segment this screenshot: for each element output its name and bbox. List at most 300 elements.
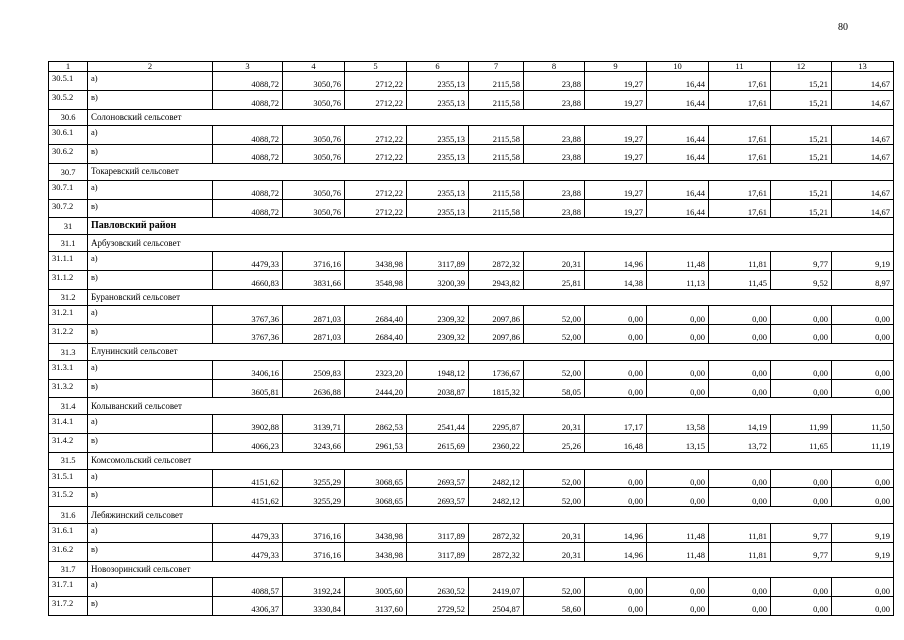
row-label: а) <box>88 469 213 488</box>
value-cell: 3117,89 <box>407 251 469 270</box>
value-cell: 17,61 <box>709 145 771 164</box>
value-cell: 0,00 <box>832 306 894 325</box>
column-number-13: 13 <box>832 62 894 72</box>
table-row <box>49 90 894 109</box>
value-cell: 2097,86 <box>469 306 524 325</box>
row-label: в) <box>88 90 213 109</box>
row-label: а) <box>88 578 213 597</box>
column-number-3: 3 <box>213 62 283 72</box>
value-cell: 0,00 <box>647 360 709 379</box>
value-cell: 3438,98 <box>345 542 407 561</box>
table-row <box>49 251 894 270</box>
value-cell: 3050,76 <box>283 145 345 164</box>
row-label: в) <box>88 597 213 616</box>
section-code: 31.1 <box>49 235 88 252</box>
value-cell: 4306,37 <box>213 597 283 616</box>
section-row <box>49 109 894 126</box>
value-cell: 3716,16 <box>283 251 345 270</box>
table-row <box>49 433 894 452</box>
table-row <box>49 578 894 597</box>
value-cell: 19,27 <box>585 180 647 199</box>
value-cell: 0,00 <box>647 597 709 616</box>
value-cell: 2419,07 <box>469 578 524 597</box>
row-label: а) <box>88 360 213 379</box>
value-cell: 4088,72 <box>213 145 283 164</box>
value-cell: 2684,40 <box>345 306 407 325</box>
district-row <box>49 218 894 235</box>
value-cell: 15,21 <box>771 72 832 91</box>
value-cell: 2295,87 <box>469 415 524 434</box>
value-cell: 16,48 <box>585 433 647 452</box>
value-cell: 0,00 <box>771 325 832 344</box>
row-code: 30.6.2 <box>49 145 88 164</box>
section-row <box>49 289 894 306</box>
value-cell: 0,00 <box>647 578 709 597</box>
value-cell: 2355,13 <box>407 180 469 199</box>
value-cell: 0,00 <box>585 379 647 398</box>
value-cell: 0,00 <box>585 469 647 488</box>
row-code: 30.7.1 <box>49 180 88 199</box>
table-row <box>49 542 894 561</box>
value-cell: 0,00 <box>709 488 771 507</box>
section-title: Бурановский сельсовет <box>88 289 894 306</box>
section-code: 31.2 <box>49 289 88 306</box>
column-number-row <box>49 62 894 72</box>
value-cell: 3050,76 <box>283 72 345 91</box>
value-cell: 0,00 <box>709 306 771 325</box>
value-cell: 13,58 <box>647 415 709 434</box>
row-label: а) <box>88 72 213 91</box>
value-cell: 2712,22 <box>345 145 407 164</box>
value-cell: 3438,98 <box>345 251 407 270</box>
value-cell: 2636,88 <box>283 379 345 398</box>
value-cell: 0,00 <box>832 379 894 398</box>
table-row <box>49 488 894 507</box>
table-row <box>49 523 894 542</box>
section-row <box>49 561 894 578</box>
value-cell: 11,50 <box>832 415 894 434</box>
value-cell: 2872,32 <box>469 523 524 542</box>
section-row <box>49 452 894 469</box>
value-cell: 14,67 <box>832 126 894 145</box>
value-cell: 20,31 <box>524 251 585 270</box>
value-cell: 16,44 <box>647 90 709 109</box>
value-cell: 19,27 <box>585 145 647 164</box>
row-code: 30.6.1 <box>49 126 88 145</box>
row-code: 31.7.1 <box>49 578 88 597</box>
table-row <box>49 270 894 289</box>
column-number-10: 10 <box>647 62 709 72</box>
column-number-8: 8 <box>524 62 585 72</box>
row-label: в) <box>88 379 213 398</box>
value-cell: 2872,32 <box>469 251 524 270</box>
value-cell: 3255,29 <box>283 488 345 507</box>
row-label: в) <box>88 270 213 289</box>
row-code: 31.2.2 <box>49 325 88 344</box>
row-code: 31.5.2 <box>49 488 88 507</box>
value-cell: 17,61 <box>709 199 771 218</box>
value-cell: 2355,13 <box>407 126 469 145</box>
value-cell: 2115,58 <box>469 199 524 218</box>
value-cell: 3050,76 <box>283 199 345 218</box>
value-cell: 3716,16 <box>283 542 345 561</box>
value-cell: 15,21 <box>771 180 832 199</box>
value-cell: 2444,20 <box>345 379 407 398</box>
value-cell: 14,67 <box>832 145 894 164</box>
value-cell: 2360,22 <box>469 433 524 452</box>
value-cell: 9,77 <box>771 523 832 542</box>
value-cell: 1815,32 <box>469 379 524 398</box>
row-code: 30.5.2 <box>49 90 88 109</box>
value-cell: 8,97 <box>832 270 894 289</box>
value-cell: 2504,87 <box>469 597 524 616</box>
value-cell: 0,00 <box>709 379 771 398</box>
value-cell: 19,27 <box>585 72 647 91</box>
value-cell: 9,77 <box>771 251 832 270</box>
value-cell: 2097,86 <box>469 325 524 344</box>
value-cell: 2323,20 <box>345 360 407 379</box>
value-cell: 14,96 <box>585 542 647 561</box>
column-number-2: 2 <box>88 62 213 72</box>
value-cell: 2115,58 <box>469 126 524 145</box>
row-code: 31.1.2 <box>49 270 88 289</box>
value-cell: 2961,53 <box>345 433 407 452</box>
table-row <box>49 379 894 398</box>
row-label: а) <box>88 251 213 270</box>
value-cell: 3767,36 <box>213 306 283 325</box>
value-cell: 52,00 <box>524 578 585 597</box>
row-code: 31.3.2 <box>49 379 88 398</box>
value-cell: 0,00 <box>709 469 771 488</box>
value-cell: 14,19 <box>709 415 771 434</box>
section-row <box>49 235 894 252</box>
value-cell: 23,88 <box>524 180 585 199</box>
value-cell: 2630,52 <box>407 578 469 597</box>
value-cell: 3050,76 <box>283 90 345 109</box>
value-cell: 4660,83 <box>213 270 283 289</box>
value-cell: 3192,24 <box>283 578 345 597</box>
table-row <box>49 360 894 379</box>
value-cell: 0,00 <box>585 597 647 616</box>
value-cell: 2115,58 <box>469 72 524 91</box>
value-cell: 4151,62 <box>213 469 283 488</box>
value-cell: 11,48 <box>647 523 709 542</box>
value-cell: 0,00 <box>647 488 709 507</box>
value-cell: 16,44 <box>647 199 709 218</box>
value-cell: 13,15 <box>647 433 709 452</box>
value-cell: 2862,53 <box>345 415 407 434</box>
value-cell: 2541,44 <box>407 415 469 434</box>
value-cell: 2115,58 <box>469 180 524 199</box>
value-cell: 23,88 <box>524 90 585 109</box>
value-cell: 19,27 <box>585 199 647 218</box>
section-row <box>49 343 894 360</box>
value-cell: 2712,22 <box>345 72 407 91</box>
table-row <box>49 180 894 199</box>
value-cell: 4088,72 <box>213 126 283 145</box>
value-cell: 3137,60 <box>345 597 407 616</box>
section-code: 31.7 <box>49 561 88 578</box>
value-cell: 2684,40 <box>345 325 407 344</box>
value-cell: 4151,62 <box>213 488 283 507</box>
row-label: в) <box>88 542 213 561</box>
value-cell: 25,26 <box>524 433 585 452</box>
tariff-table <box>48 61 894 616</box>
value-cell: 0,00 <box>585 325 647 344</box>
value-cell: 20,31 <box>524 542 585 561</box>
value-cell: 2115,58 <box>469 90 524 109</box>
table-row <box>49 126 894 145</box>
value-cell: 20,31 <box>524 415 585 434</box>
value-cell: 3117,89 <box>407 523 469 542</box>
value-cell: 0,00 <box>771 597 832 616</box>
section-title: Колыванский сельсовет <box>88 398 894 415</box>
column-number-6: 6 <box>407 62 469 72</box>
value-cell: 4066,23 <box>213 433 283 452</box>
value-cell: 15,21 <box>771 145 832 164</box>
value-cell: 3255,29 <box>283 469 345 488</box>
column-number-11: 11 <box>709 62 771 72</box>
value-cell: 4479,33 <box>213 251 283 270</box>
value-cell: 3438,98 <box>345 523 407 542</box>
value-cell: 16,44 <box>647 145 709 164</box>
value-cell: 0,00 <box>585 578 647 597</box>
value-cell: 0,00 <box>647 469 709 488</box>
section-title: Новозоринский сельсовет <box>88 561 894 578</box>
value-cell: 3068,65 <box>345 469 407 488</box>
row-code: 31.3.1 <box>49 360 88 379</box>
value-cell: 2693,57 <box>407 488 469 507</box>
row-code: 31.6.2 <box>49 542 88 561</box>
value-cell: 11,99 <box>771 415 832 434</box>
value-cell: 0,00 <box>709 578 771 597</box>
value-cell: 0,00 <box>771 469 832 488</box>
value-cell: 23,88 <box>524 126 585 145</box>
value-cell: 11,13 <box>647 270 709 289</box>
value-cell: 2482,12 <box>469 469 524 488</box>
table-body <box>49 62 894 616</box>
section-code: 30.6 <box>49 109 88 126</box>
table-row <box>49 199 894 218</box>
value-cell: 3548,98 <box>345 270 407 289</box>
value-cell: 11,45 <box>709 270 771 289</box>
value-cell: 0,00 <box>585 306 647 325</box>
value-cell: 0,00 <box>709 360 771 379</box>
value-cell: 16,44 <box>647 126 709 145</box>
value-cell: 0,00 <box>647 306 709 325</box>
column-number-5: 5 <box>345 62 407 72</box>
row-label: а) <box>88 126 213 145</box>
value-cell: 9,77 <box>771 542 832 561</box>
value-cell: 0,00 <box>832 597 894 616</box>
value-cell: 0,00 <box>585 360 647 379</box>
row-label: в) <box>88 325 213 344</box>
value-cell: 16,44 <box>647 72 709 91</box>
value-cell: 17,61 <box>709 126 771 145</box>
value-cell: 2355,13 <box>407 199 469 218</box>
value-cell: 19,27 <box>585 126 647 145</box>
value-cell: 52,00 <box>524 306 585 325</box>
section-code: 30.7 <box>49 163 88 180</box>
value-cell: 0,00 <box>832 578 894 597</box>
table-row <box>49 415 894 434</box>
value-cell: 4088,72 <box>213 90 283 109</box>
value-cell: 2309,32 <box>407 306 469 325</box>
value-cell: 3200,39 <box>407 270 469 289</box>
value-cell: 52,00 <box>524 469 585 488</box>
value-cell: 14,38 <box>585 270 647 289</box>
value-cell: 16,44 <box>647 180 709 199</box>
value-cell: 2871,03 <box>283 306 345 325</box>
value-cell: 2943,82 <box>469 270 524 289</box>
row-code: 31.6.1 <box>49 523 88 542</box>
value-cell: 14,67 <box>832 180 894 199</box>
value-cell: 17,61 <box>709 180 771 199</box>
value-cell: 0,00 <box>832 488 894 507</box>
value-cell: 9,19 <box>832 542 894 561</box>
value-cell: 3068,65 <box>345 488 407 507</box>
value-cell: 3050,76 <box>283 180 345 199</box>
row-label: а) <box>88 415 213 434</box>
value-cell: 11,48 <box>647 542 709 561</box>
value-cell: 1948,12 <box>407 360 469 379</box>
value-cell: 15,21 <box>771 126 832 145</box>
value-cell: 3139,71 <box>283 415 345 434</box>
value-cell: 4088,72 <box>213 180 283 199</box>
value-cell: 2038,87 <box>407 379 469 398</box>
value-cell: 2482,12 <box>469 488 524 507</box>
value-cell: 1736,67 <box>469 360 524 379</box>
value-cell: 9,19 <box>832 251 894 270</box>
value-cell: 17,17 <box>585 415 647 434</box>
value-cell: 0,00 <box>771 578 832 597</box>
value-cell: 3330,84 <box>283 597 345 616</box>
table-row <box>49 469 894 488</box>
value-cell: 4479,33 <box>213 542 283 561</box>
value-cell: 3406,16 <box>213 360 283 379</box>
column-number-9: 9 <box>585 62 647 72</box>
value-cell: 2693,57 <box>407 469 469 488</box>
value-cell: 4088,57 <box>213 578 283 597</box>
value-cell: 13,72 <box>709 433 771 452</box>
row-label: а) <box>88 523 213 542</box>
value-cell: 2729,52 <box>407 597 469 616</box>
row-code: 31.5.1 <box>49 469 88 488</box>
value-cell: 14,96 <box>585 251 647 270</box>
row-code: 31.1.1 <box>49 251 88 270</box>
value-cell: 2872,32 <box>469 542 524 561</box>
row-code: 31.2.1 <box>49 306 88 325</box>
value-cell: 23,88 <box>524 199 585 218</box>
value-cell: 14,67 <box>832 199 894 218</box>
section-row <box>49 507 894 524</box>
value-cell: 2712,22 <box>345 180 407 199</box>
section-title: Токаревский сельсовет <box>88 163 894 180</box>
value-cell: 2871,03 <box>283 325 345 344</box>
value-cell: 4479,33 <box>213 523 283 542</box>
value-cell: 23,88 <box>524 145 585 164</box>
row-code: 30.5.1 <box>49 72 88 91</box>
value-cell: 4088,72 <box>213 199 283 218</box>
value-cell: 4088,72 <box>213 72 283 91</box>
value-cell: 2615,69 <box>407 433 469 452</box>
row-label: а) <box>88 180 213 199</box>
row-code: 31.7.2 <box>49 597 88 616</box>
value-cell: 3605,81 <box>213 379 283 398</box>
value-cell: 15,21 <box>771 199 832 218</box>
value-cell: 58,05 <box>524 379 585 398</box>
table-row <box>49 145 894 164</box>
value-cell: 14,96 <box>585 523 647 542</box>
value-cell: 0,00 <box>771 306 832 325</box>
value-cell: 11,65 <box>771 433 832 452</box>
value-cell: 11,81 <box>709 542 771 561</box>
value-cell: 11,48 <box>647 251 709 270</box>
value-cell: 52,00 <box>524 488 585 507</box>
value-cell: 19,27 <box>585 90 647 109</box>
value-cell: 17,61 <box>709 90 771 109</box>
row-code: 31.4.1 <box>49 415 88 434</box>
section-code: 31.5 <box>49 452 88 469</box>
value-cell: 3716,16 <box>283 523 345 542</box>
value-cell: 2509,83 <box>283 360 345 379</box>
row-label: в) <box>88 199 213 218</box>
value-cell: 14,67 <box>832 90 894 109</box>
value-cell: 9,52 <box>771 270 832 289</box>
value-cell: 0,00 <box>709 597 771 616</box>
section-row <box>49 163 894 180</box>
value-cell: 0,00 <box>832 469 894 488</box>
table-row <box>49 72 894 91</box>
value-cell: 0,00 <box>832 325 894 344</box>
value-cell: 0,00 <box>647 379 709 398</box>
value-cell: 25,81 <box>524 270 585 289</box>
row-label: в) <box>88 433 213 452</box>
value-cell: 58,60 <box>524 597 585 616</box>
district-code: 31 <box>49 218 88 235</box>
row-label: в) <box>88 145 213 164</box>
value-cell: 2355,13 <box>407 145 469 164</box>
value-cell: 3902,88 <box>213 415 283 434</box>
value-cell: 52,00 <box>524 325 585 344</box>
value-cell: 0,00 <box>832 360 894 379</box>
table-row <box>49 325 894 344</box>
value-cell: 0,00 <box>771 488 832 507</box>
page-number: 80 <box>838 22 848 33</box>
value-cell: 2355,13 <box>407 90 469 109</box>
value-cell: 17,61 <box>709 72 771 91</box>
column-number-4: 4 <box>283 62 345 72</box>
section-row <box>49 398 894 415</box>
section-title: Арбузовский сельсовет <box>88 235 894 252</box>
value-cell: 23,88 <box>524 72 585 91</box>
row-label: в) <box>88 488 213 507</box>
value-cell: 3050,76 <box>283 126 345 145</box>
value-cell: 0,00 <box>647 325 709 344</box>
value-cell: 2115,58 <box>469 145 524 164</box>
row-label: а) <box>88 306 213 325</box>
value-cell: 11,81 <box>709 523 771 542</box>
value-cell: 3005,60 <box>345 578 407 597</box>
value-cell: 0,00 <box>709 325 771 344</box>
section-title: Лебяжинский сельсовет <box>88 507 894 524</box>
row-code: 31.4.2 <box>49 433 88 452</box>
value-cell: 0,00 <box>585 488 647 507</box>
value-cell: 14,67 <box>832 72 894 91</box>
section-title: Комсомольский сельсовет <box>88 452 894 469</box>
value-cell: 3767,36 <box>213 325 283 344</box>
value-cell: 3117,89 <box>407 542 469 561</box>
